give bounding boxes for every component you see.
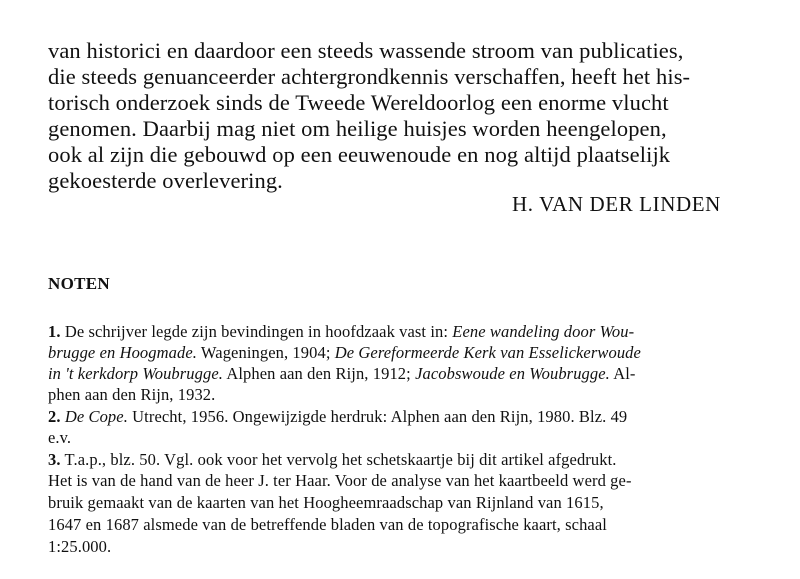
note-text: Al- — [609, 364, 636, 383]
note-number: 3. — [48, 450, 61, 469]
note-1-line-4: phen aan den Rijn, 1932. — [48, 385, 216, 404]
body-text-line: die steeds genuanceerder achtergrondkennis verschaffen, heeft het his- — [48, 64, 691, 89]
body-text-line: torisch onderzoek sinds de Tweede Wereldoorlog een enorme vlucht — [48, 90, 669, 115]
note-title-italic: De Cope. — [64, 407, 128, 426]
note-title-italic: De Gereformeerde Kerk van Esselickerwoude — [334, 343, 641, 362]
note-title-italic: brugge en Hoogmade. — [48, 343, 197, 362]
note-1-line-3 — [48, 364, 636, 384]
body-text-line: van historici en daardoor een steeds wassende stroom van publicaties, — [48, 38, 684, 63]
note-3-line-5: 1:25.000. — [48, 537, 112, 556]
note-2-line-2: e.v. — [48, 428, 72, 447]
note-text: T.a.p., blz. 50. Vgl. ook voor het vervolg het schetskaartje bij dit artikel afgedrukt. — [64, 450, 617, 469]
note-text: Utrecht, 1956. Ongewijzigde herdruk: Alphen aan den Rijn, 1980. Blz. 49 — [127, 407, 628, 426]
note-3-line-4: 1647 en 1687 alsmede van de betreffende bladen van de topografische kaart, schaal — [48, 515, 607, 534]
note-number: 2. — [48, 407, 61, 426]
note-title-italic: in 't kerkdorp Woubrugge. — [48, 364, 223, 383]
note-3-line-2: Het is van de hand van de heer J. ter Haar. Voor de analyse van het kaartbeeld werd ge- — [48, 471, 632, 490]
note-title-italic: Jacobswoude en Woubrugge. — [415, 364, 610, 383]
note-text: De schrijver legde zijn bevindingen in hoofdzaak vast in: — [64, 322, 453, 341]
body-text-line: gekoesterde overlevering. — [48, 168, 283, 193]
note-text: Wageningen, 1904; — [197, 343, 335, 362]
note-text: Alphen aan den Rijn, 1912; — [223, 364, 416, 383]
note-1-line-2 — [48, 343, 641, 363]
note-3-line-1 — [48, 450, 617, 470]
note-1-line-1 — [48, 322, 634, 342]
body-text-line: genomen. Daarbij mag niet om heilige huisjes worden heengelopen, — [48, 116, 667, 141]
author-signature: H. VAN DER LINDEN — [512, 192, 721, 216]
note-2-line-1 — [48, 407, 627, 427]
note-number: 1. — [48, 322, 61, 341]
notes-heading: NOTEN — [48, 274, 110, 293]
note-title-italic: Eene wandeling door Wou- — [452, 322, 635, 341]
note-3-line-3: bruik gemaakt van de kaarten van het Hoogheemraadschap van Rijnland van 1615, — [48, 493, 604, 512]
body-text-line: ook al zijn die gebouwd op een eeuwenoude en nog altijd plaatselijk — [48, 142, 671, 167]
